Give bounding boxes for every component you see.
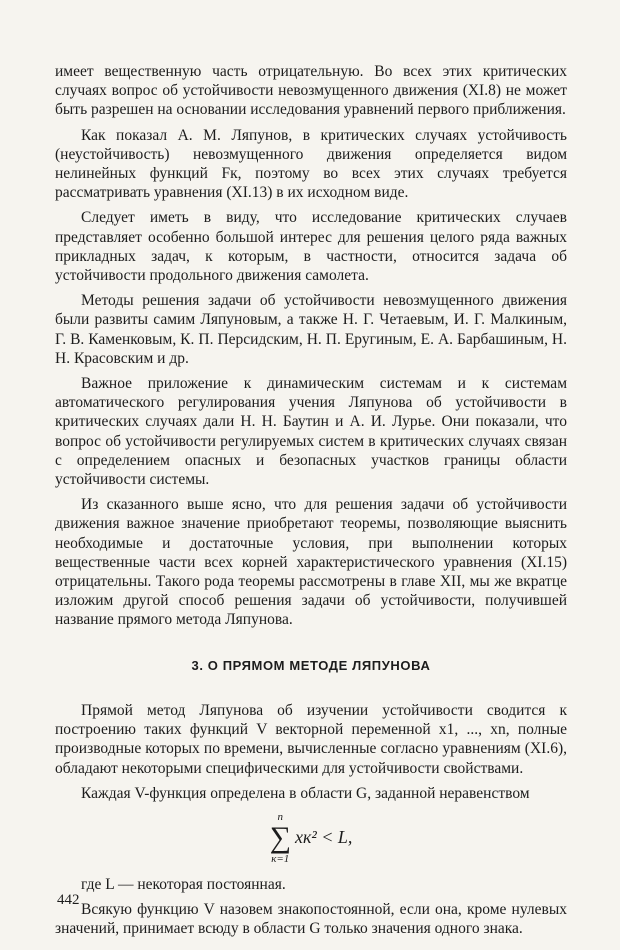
paragraph-1: имеет вещественную часть отрицательную. Во всех этих критических случаях вопрос об устойчивости невозмущенного движения (XI.8) не может быть разрешен на основании исследования уравнений первого приближения. bbox=[55, 63, 567, 119]
sum-lower-limit: к=1 bbox=[271, 852, 290, 865]
page-body bbox=[55, 62, 567, 945]
paragraph-10: Всякую функцию V назовем знакопостоянной, если она, кроме нулевых значений, принимает всюду в области G только значения одного знака. bbox=[55, 901, 567, 938]
paragraph-3: Следует иметь в виду, что исследование критических случаев представляет особенно большой интерес для решения целого ряда важных прикладных задач, к которым, в частности, относится задача об устойчивости продольного движения самолета. bbox=[55, 209, 567, 285]
paragraph-7: Прямой метод Ляпунова об изучении устойчивости сводится к построению таких функций V векторной переменной x1, ..., xn, полные производные которых по времени, вычисленные согласно уравнениям (XI.6), обладают некоторыми специфическими для устойчивости свойствами. bbox=[55, 701, 567, 777]
section-heading: 3. О ПРЯМОМ МЕТОДЕ ЛЯПУНОВА bbox=[191, 657, 431, 673]
formula-expression: xк² < L, bbox=[294, 827, 353, 848]
paragraph-9: где L — некоторая постоянная. bbox=[81, 875, 286, 893]
summation bbox=[270, 811, 291, 865]
paragraph-5: Важное приложение к динамическим системам и к системам автоматического регулирования учения Ляпунова об устойчивости в критических случаях дали Н. Н. Баутин и А. И. Лурье. Они показали, что вопрос об устойчивости регулируемых систем в критических случаях связан с определением опасных и безопасных участков границы области устойчивости системы. bbox=[55, 375, 567, 489]
page-number: 442 bbox=[57, 892, 80, 908]
sum-upper-limit: n bbox=[277, 810, 283, 823]
sum-symbol: ∑ bbox=[269, 820, 291, 854]
formula-inequality bbox=[55, 811, 567, 865]
paragraph-8: Каждая V-функция определена в области G, заданной неравенством bbox=[81, 784, 530, 802]
paragraph-2: Как показал А. М. Ляпунов, в критических случаях устойчивость (неустойчивость) невозмущенного движения определяется видом нелинейных функций Fк, поэтому во всех этих случаях требуется рассматривать уравнения (XI.13) в их исходном виде. bbox=[55, 126, 567, 202]
paragraph-4: Методы решения задачи об устойчивости невозмущенного движения были развиты самим Ляпуновым, а также Н. Г. Четаевым, И. Г. Малкиным, Г. В. Каменковым, К. П. Персидским, Н. П. Еругиным, Е. А. Барбашиным, Н. Н. Красовским и др. bbox=[55, 292, 567, 367]
paragraph-6: Из сказанного выше ясно, что для решения задачи об устойчивости движения важное значение приобретают теоремы, позволяющие выяснить необходимые и достаточные условия, при выполнении которых вещественные части всех корней характеристического уравнения (XI.15) отрицательны. Такого рода теоремы рассмотрены в главе XII, мы же вкратце изложим другой способ решения задачи об устойчивости, получившей название прямого метода Ляпунова. bbox=[55, 496, 567, 629]
